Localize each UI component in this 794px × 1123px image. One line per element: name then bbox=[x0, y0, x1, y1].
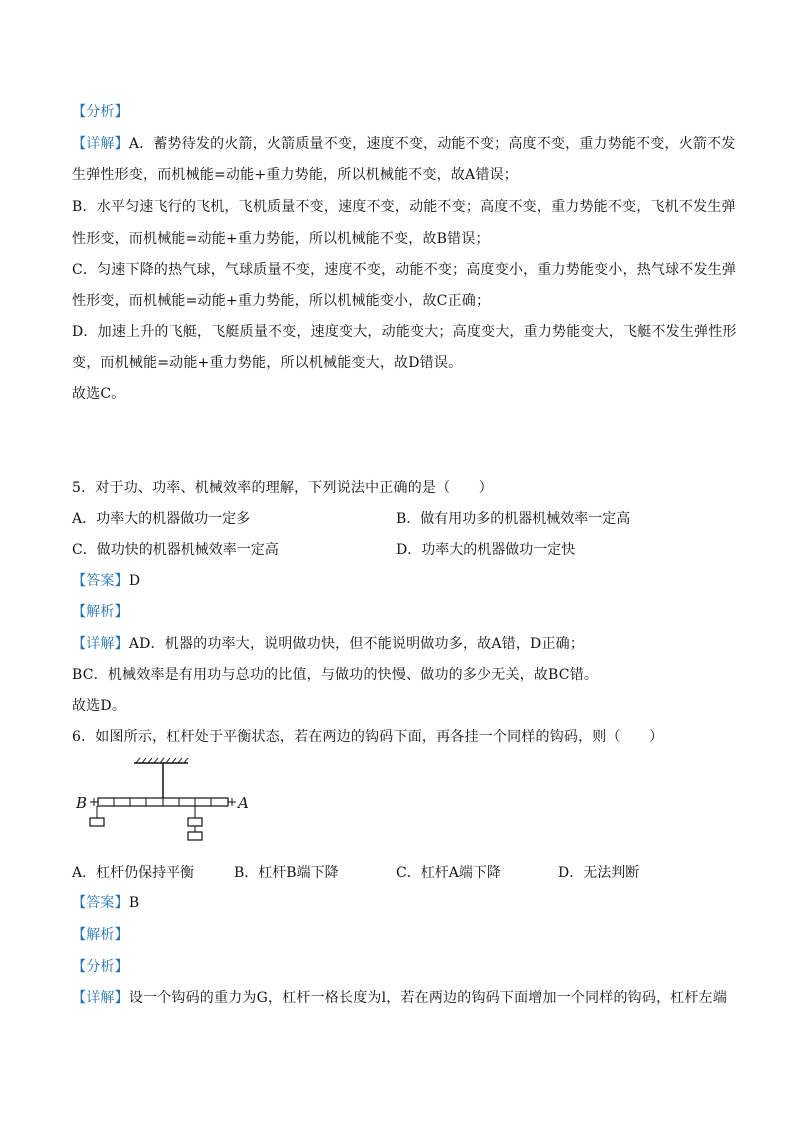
q6-analysis-heading: 【分析】 bbox=[72, 959, 129, 975]
question-6-stem: 6．如图所示，杠杆处于平衡状态，若在两边的钩码下面，再各挂一个同样的钩码，则（ ） bbox=[72, 729, 664, 745]
lever-figure bbox=[72, 755, 262, 855]
detail-line: 变，而机械能=动能+重力势能，所以机械能变大，故D错误。 bbox=[72, 355, 463, 371]
weight-right-2 bbox=[188, 832, 202, 840]
q6-option-d: D．无法判断 bbox=[558, 865, 640, 881]
weight-right-1 bbox=[188, 818, 202, 826]
q5-detail-line: BC．机械效率是有用功与总功的比值，与做功的快慢、做功的多少无关，故BC错。 bbox=[72, 667, 599, 683]
q5-option-d: D．功率大的机器做功一定快 bbox=[396, 542, 576, 558]
analysis-heading: 【分析】 bbox=[72, 104, 129, 120]
detail-line: 生弹性形变，而机械能=动能+重力势能，所以机械能不变，故A错误； bbox=[72, 167, 518, 183]
q5-option-b: B．做有用功多的机器机械效率一定高 bbox=[396, 511, 631, 527]
detail-line: B．水平匀速飞行的飞机，飞机质量不变，速度不变，动能不变；高度不变，重力势能不变，飞机不发生弹 bbox=[72, 199, 736, 215]
detail-line: 【详解】A．蓄势待发的火箭，火箭质量不变，速度不变，动能不变；高度不变，重力势能不变，火箭不发 bbox=[72, 136, 736, 152]
q6-option-c: C．杠杆A端下降 bbox=[396, 865, 501, 881]
q5-answer: 【答案】D bbox=[72, 573, 141, 589]
q6-option-b: B．杠杆B端下降 bbox=[234, 865, 339, 881]
q5-explanation-heading: 【解析】 bbox=[72, 604, 129, 620]
weight-left bbox=[90, 818, 104, 826]
question-5-stem: 5．对于功、功率、机械效率的理解，下列说法中正确的是（ ） bbox=[72, 480, 493, 496]
label-a: A bbox=[238, 794, 249, 812]
q6-explanation-heading: 【解析】 bbox=[72, 927, 129, 943]
conclusion-line: 故选C。 bbox=[72, 386, 126, 402]
q6-detail-line: 【详解】设一个钩码的重力为G，杠杆一格长度为l，若在两边的钩码下面增加一个同样的钩码，杠杆左端 bbox=[72, 990, 728, 1006]
q6-answer: 【答案】B bbox=[72, 895, 140, 911]
detail-line: D．加速上升的飞艇，飞艇质量不变，速度变大，动能变大；高度变大，重力势能变大，飞艇不发生弹性形 bbox=[72, 324, 737, 340]
detail-line: C．匀速下降的热气球，气球质量不变，速度不变，动能不变；高度变小，重力势能变小，热气球不发生弹 bbox=[72, 262, 737, 278]
q5-conclusion-line: 故选D。 bbox=[72, 698, 127, 714]
label-b: B bbox=[76, 794, 88, 812]
q5-option-c: C．做功快的机器机械效率一定高 bbox=[72, 542, 279, 558]
q6-option-a: A．杠杆仍保持平衡 bbox=[72, 865, 195, 881]
detail-tag: 【详解】 bbox=[72, 136, 129, 152]
detail-line: 性形变，而机械能=动能+重力势能，所以机械能不变，故B错误； bbox=[72, 231, 490, 247]
detail-line: 性形变，而机械能=动能+重力势能，所以机械能变小，故C正确； bbox=[72, 293, 491, 309]
q5-option-a: A．功率大的机器做功一定多 bbox=[72, 511, 251, 527]
q5-detail-line: 【详解】AD．机器的功率大，说明做功快，但不能说明做功多，故A错，D正确； bbox=[72, 636, 585, 652]
